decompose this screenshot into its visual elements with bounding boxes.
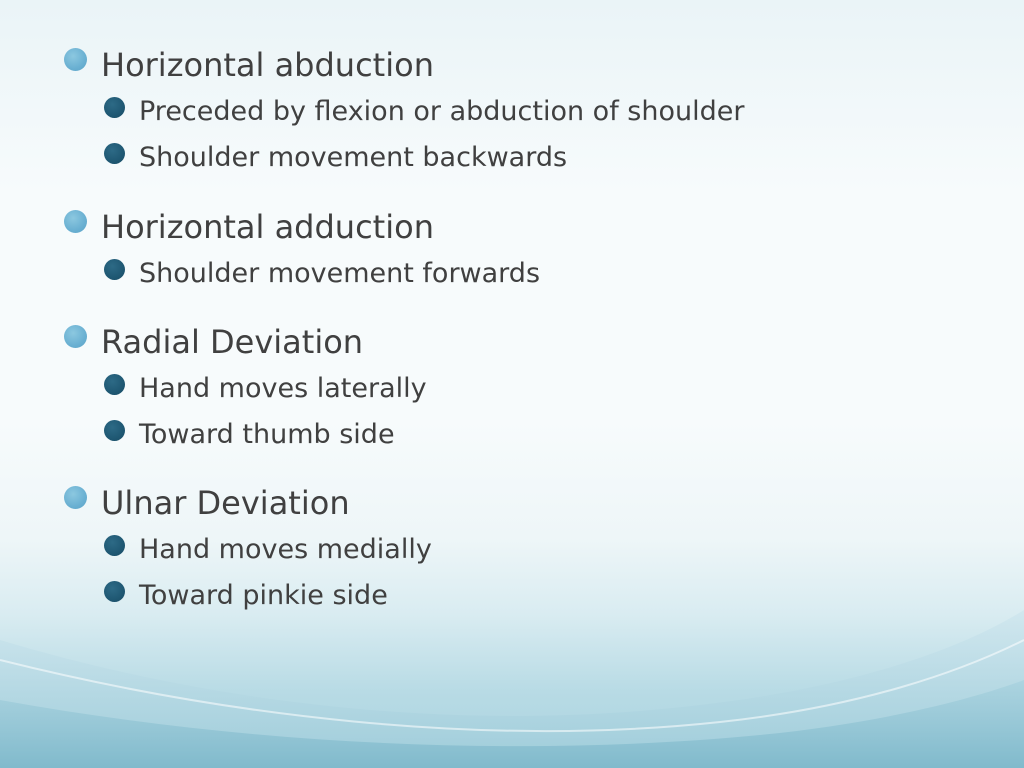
bullet-point: Preceded by flexion or abduction of shoulder	[139, 96, 745, 127]
level2-bullet-icon	[104, 374, 125, 395]
section-heading: Horizontal abduction	[101, 46, 434, 84]
level2-bullet-icon	[104, 259, 125, 280]
level1-bullet-icon	[64, 48, 87, 71]
bullet-point: Shoulder movement forwards	[139, 258, 541, 289]
bullet-point: Hand moves laterally	[139, 373, 427, 404]
section-heading: Radial Deviation	[101, 323, 364, 361]
bullet-point: Hand moves medially	[139, 534, 432, 565]
level1-bullet-icon	[64, 210, 87, 233]
bullet-point: Shoulder movement backwards	[139, 142, 568, 173]
level2-bullet-icon	[104, 143, 125, 164]
section-heading: Horizontal adduction	[101, 208, 434, 246]
bullet-point: Toward pinkie side	[139, 580, 388, 611]
level2-bullet-icon	[104, 420, 125, 441]
section-heading: Ulnar Deviation	[101, 484, 350, 522]
level2-bullet-icon	[104, 535, 125, 556]
level1-bullet-icon	[64, 325, 87, 348]
level2-bullet-icon	[104, 581, 125, 602]
bullet-point: Toward thumb side	[139, 419, 395, 450]
level2-bullet-icon	[104, 97, 125, 118]
level1-bullet-icon	[64, 486, 87, 509]
